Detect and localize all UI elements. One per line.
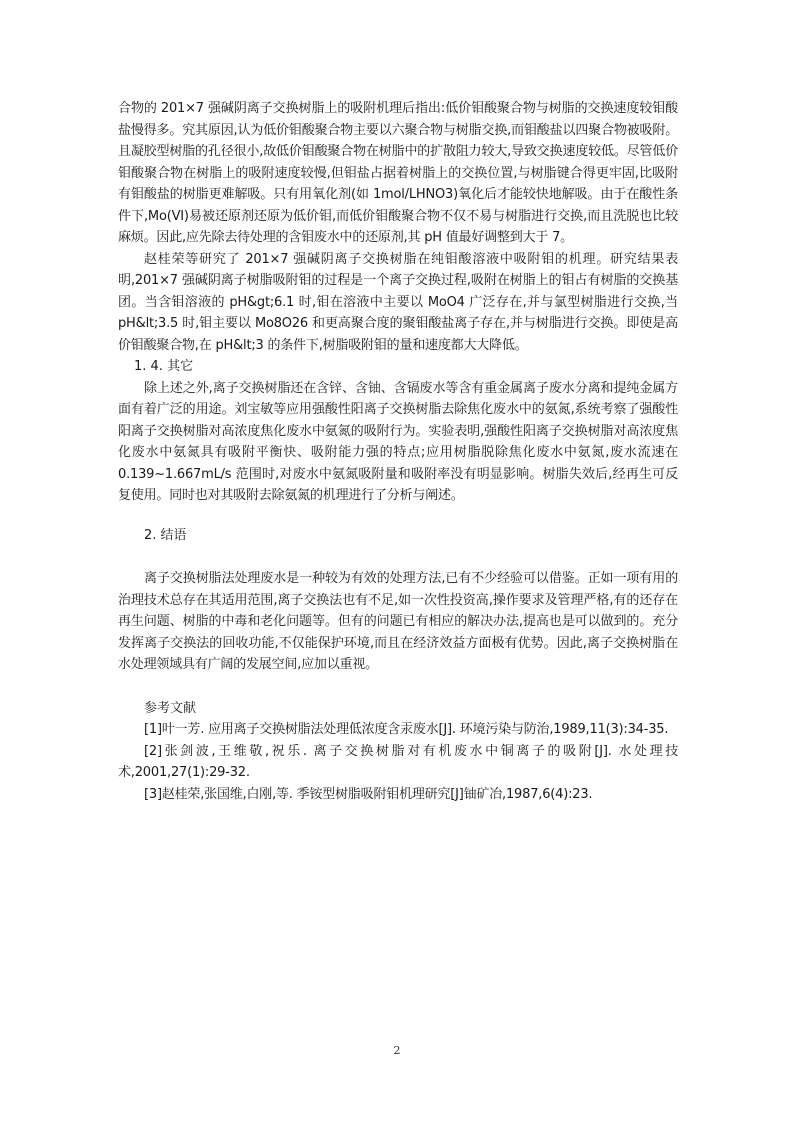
references-title: 参考文献 (144, 700, 197, 716)
section-heading-2-conclusion: 2. 结语 (144, 527, 187, 543)
document-page (118, 98, 678, 805)
body-paragraph-conclusion: 离子交换树脂法处理废水是一种较为有效的处理方法,已有不少经验可以借鉴。正如一项有用的治理技术总存在其适用范围,离子交换法也有不足,如一次性投资高,操作要求及管理严格,有的还存在再生问题、树脂的中毒和老化问题等。但有的问题已有相应的解决办法,提高也是可以做到的。充分发挥离子交换法的回收功能,不仅能保护环境,而且在经济效益方面极有优势。因此,离子交换树脂在水处理领域具有广阔的发展空间,应加以重视。 (118, 571, 678, 672)
reference-item-1: [1]叶一芳. 应用离子交换树脂法处理低浓度含汞废水[J]. 环境污染与防治,1989,11(3):34-35. (144, 722, 669, 737)
body-paragraph-other-uses: 除上述之外,离子交换树脂还在含锌、含铀、含镉废水等含有重金属离子废水分离和提纯金属方面有着广泛的用途。刘宝敏等应用强酸性阳离子交换树脂去除焦化废水中的氨氮,系统考察了强酸性阳离子交换树脂对高浓度焦化废水中氨氮的吸附行为。实验表明,强酸性阳离子交换树脂对高浓度焦化废水中氨氮具有吸附平衡快、吸附能力强的特点;应用树脂脱除焦化废水中氨氮,废水流速在 0.139~1.667mL/s 范围时,对废水中氨氮吸附量和吸附率没有明显影响。树脂失效后,经再生可反复使用。同时也对其吸附去除氨氮的机理进行了分析与阐述。 (118, 380, 678, 503)
section-heading-1-4: 1. 4. 其它 (134, 359, 194, 374)
body-paragraph-continued: 合物的 201×7 强碱阴离子交换树脂上的吸附机理后指出:低价钼酸聚合物与树脂的交换速度较钼酸盐慢得多。究其原因,认为低价钼酸聚合物主要以六聚合物与树脂交换,而钼酸盐以四聚合物被吸附。且凝胶型树脂的孔径很小,故低价钼酸聚合物在树脂中的扩散阻力较大,导致交换速度较低。尽管低价钼酸聚合物在树脂上的吸附速度较慢,但钼盐占据着树脂上的交换位置,与树脂键合得更牢固,比吸附有钼酸盐的树脂更难解吸。只有用氧化剂(如 1mol/LHNO3)氧化后才能较快地解吸。由于在酸性条件下,Mo(VI)易被还原剂还原为低价钼,而低价钼酸聚合物不仅不易与树脂进行交换,而且洗脱也比较麻烦。因此,应先除去待处理的含钼废水中的还原剂,其 pH 值最好调整到大于 7。 (118, 101, 678, 245)
reference-item-3: [3]赵桂荣,张国维,白刚,等. 季铵型树脂吸附钼机理研究[J]铀矿冶,1987,6(4):23. (144, 786, 593, 802)
body-paragraph-zhao-research: 赵桂荣等研究了 201×7 强碱阴离子交换树脂在纯钼酸溶液中吸附钼的机理。研究结果表明,201×7 强碱阴离子树脂吸附钼的过程是一个离子交换过程,吸附在树脂上的钼占有树脂的交换基团。当含钼溶液的 pH&gt;6.1 时,钼在溶液中主要以 MoO4 广泛存在,并与氯型树脂进行交换,当 pH&lt;3.5 时,钼主要以 Mo8O26 和更高聚合度的聚钼酸盐离子存在,并与树脂进行交换。即使是高价钼酸聚合物,在 pH&lt;3 的条件下,树脂吸附钼的量和速度都大大降低。 (118, 251, 678, 353)
reference-item-2: [2]张剑波,王维敬,祝乐. 离子交换树脂对有机废水中铜离子的吸附[J]. 水处理技术,2001,27(1):29-32. (118, 743, 678, 780)
page-number: 2 (393, 1044, 401, 1057)
